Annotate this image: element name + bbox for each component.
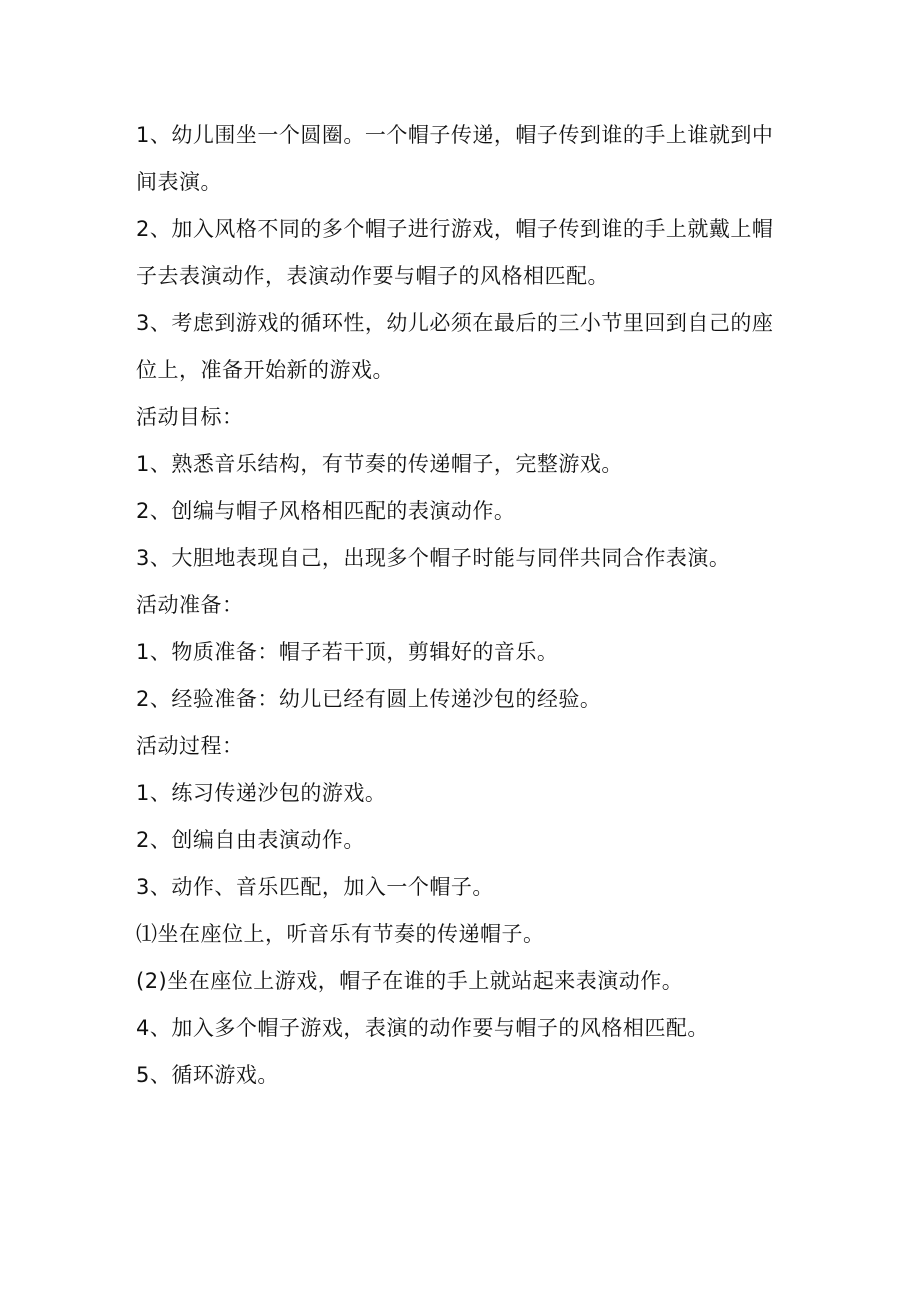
section-heading-process: 活动过程： (136, 734, 244, 758)
section-heading-preparation: 活动准备： (136, 593, 244, 617)
goal-item-2: 2、创编与帽子风格相匹配的表演动作。 (136, 499, 516, 523)
document-body (136, 112, 786, 1099)
process-item-1: 1、练习传递沙包的游戏。 (136, 781, 387, 805)
preparation-item-1: 1、物质准备：帽子若干顶，剪辑好的音乐。 (136, 640, 559, 664)
process-item-5: 5、循环游戏。 (136, 1063, 279, 1087)
goal-item-1: 1、熟悉音乐结构，有节奏的传递帽子，完整游戏。 (136, 452, 623, 476)
rule-paragraph-3: 3、考虑到游戏的循环性，幼儿必须在最后的三小节里回到自己的座位上，准备开始新的游戏。 (136, 311, 774, 382)
process-item-3: 3、动作、音乐匹配，加入一个帽子。 (136, 875, 494, 899)
section-heading-goals: 活动目标： (136, 405, 244, 429)
process-subitem-1: ⑴坐在座位上，听音乐有节奏的传递帽子。 (136, 922, 545, 946)
process-item-2: 2、创编自由表演动作。 (136, 828, 365, 852)
process-item-4: 4、加入多个帽子游戏，表演的动作要与帽子的风格相匹配。 (136, 1016, 709, 1040)
process-subitem-2: (2)坐在座位上游戏，帽子在谁的手上就站起来表演动作。 (136, 969, 684, 993)
rule-paragraph-2: 2、加入风格不同的多个帽子进行游戏，帽子传到谁的手上就戴上帽子去表演动作，表演动作要与帽子的风格相匹配。 (136, 217, 774, 288)
rule-paragraph-1: 1、幼儿围坐一个圆圈。一个帽子传递，帽子传到谁的手上谁就到中间表演。 (136, 123, 774, 194)
preparation-item-2: 2、经验准备：幼儿已经有圆上传递沙包的经验。 (136, 687, 602, 711)
goal-item-3: 3、大胆地表现自己，出现多个帽子时能与同伴共同合作表演。 (136, 546, 731, 570)
